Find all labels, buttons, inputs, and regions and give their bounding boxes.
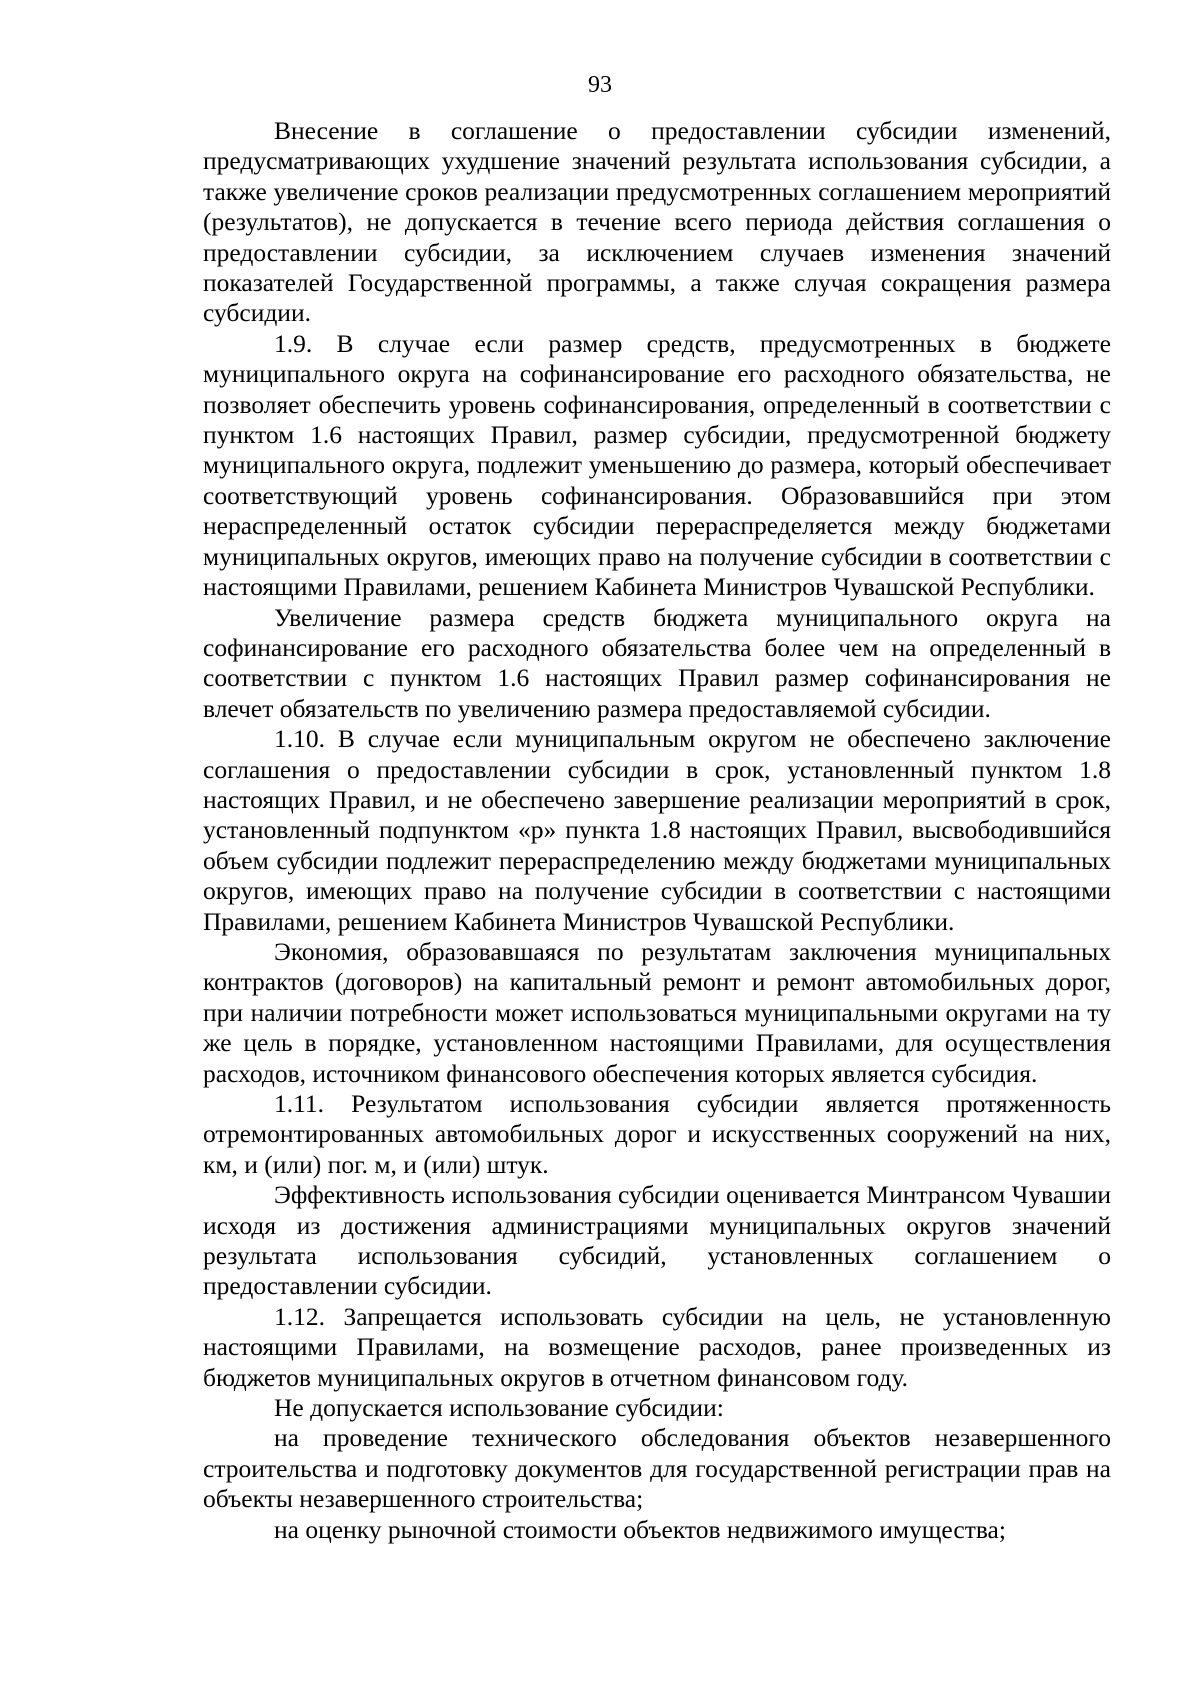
paragraph-1-12: 1.12. Запрещается использовать субсидии на цель, не установленную настоящими Правилами, на возмещение расходов, ранее произведенных из бюджетов муниципальных округов в отчетном финансовом году.	[203, 1301, 1111, 1392]
paragraph-amendment-restrictions: Внесение в соглашение о предоставлении субсидии изменений, предусматривающих ухудшение значений результата использования субсидии, а также увеличение сроков реализации предусмотренных соглашением мероприятий (результатов), не допускается в течение всего периода действия соглашения о предоставлении субсидии, за исключением случаев изменения значений показателей Государственной программы, а также случая сокращения размера субсидии.	[203, 116, 1111, 328]
paragraph-prohibited-use-survey: на проведение технического обследования объектов незавершенного строительства и подготовку документов для государственной регистрации прав на объекты незавершенного строительства;	[203, 1423, 1111, 1514]
paragraph-cofinancing-increase: Увеличение размера средств бюджета муниципального округа на софинансирование его расходного обязательства более чем на определенный в соответствии с пунктом 1.6 настоящих Правил размер софинансирования не влечет обязательств по увеличению размера предоставляемой субсидии.	[203, 602, 1111, 723]
paragraph-prohibited-uses-intro: Не допускается использование субсидии:	[274, 1393, 724, 1423]
document-body	[203, 116, 1111, 1545]
paragraph-1-9: 1.9. В случае если размер средств, предусмотренных в бюджете муниципального округа на софинансирование его расходного обязательства, не позволяет обеспечить уровень софинансирования, определенный в соответствии с пунктом 1.6 настоящих Правил, размер субсидии, предусмотренной бюджету муниципального округа, подлежит уменьшению до размера, который обеспечивает соответствующий уровень софинансирования. Образовавшийся при этом нераспределенный остаток субсидии перераспределяется между бюджетами муниципальных округов, имеющих право на получение субсидии в соответствии с настоящими Правилами, решением Кабинета Министров Чувашской Республики.	[203, 328, 1111, 602]
paragraph-efficiency: Эффективность использования субсидии оценивается Минтрансом Чувашии исходя из достижения администрациями муниципальных округов значений результата использования субсидий, установленных соглашением о предоставлении субсидии.	[203, 1180, 1111, 1301]
paragraph-1-11: 1.11. Результатом использования субсидии является протяженность отремонтированных автомобильных дорог и искусственных сооружений на них, км, и (или) пог. м, и (или) штук.	[203, 1089, 1111, 1179]
paragraph-prohibited-use-valuation: на оценку рыночной стоимости объектов недвижимого имущества;	[274, 1514, 1006, 1544]
paragraph-1-10: 1.10. В случае если муниципальным округом не обеспечено заключение соглашения о предоставлении субсидии в срок, установленный пунктом 1.8 настоящих Правил, и не обеспечено завершение реализации мероприятий в срок, установленный подпунктом «р» пункта 1.8 настоящих Правил, высвободившийся объем субсидии подлежит перераспределению между бюджетами муниципальных округов, имеющих право на получение субсидии в соответствии с настоящими Правилами, решением Кабинета Министров Чувашской Республики.	[203, 724, 1111, 936]
page-number: 93	[588, 72, 612, 98]
paragraph-savings: Экономия, образовавшаяся по результатам заключения муниципальных контрактов (договоров) на капитальный ремонт и ремонт автомобильных дорог, при наличии потребности может использоваться муниципальными округами на ту же цель в порядке, установленном настоящими Правилами, для осуществления расходов, источником финансового обеспечения которых является субсидия.	[203, 936, 1111, 1088]
